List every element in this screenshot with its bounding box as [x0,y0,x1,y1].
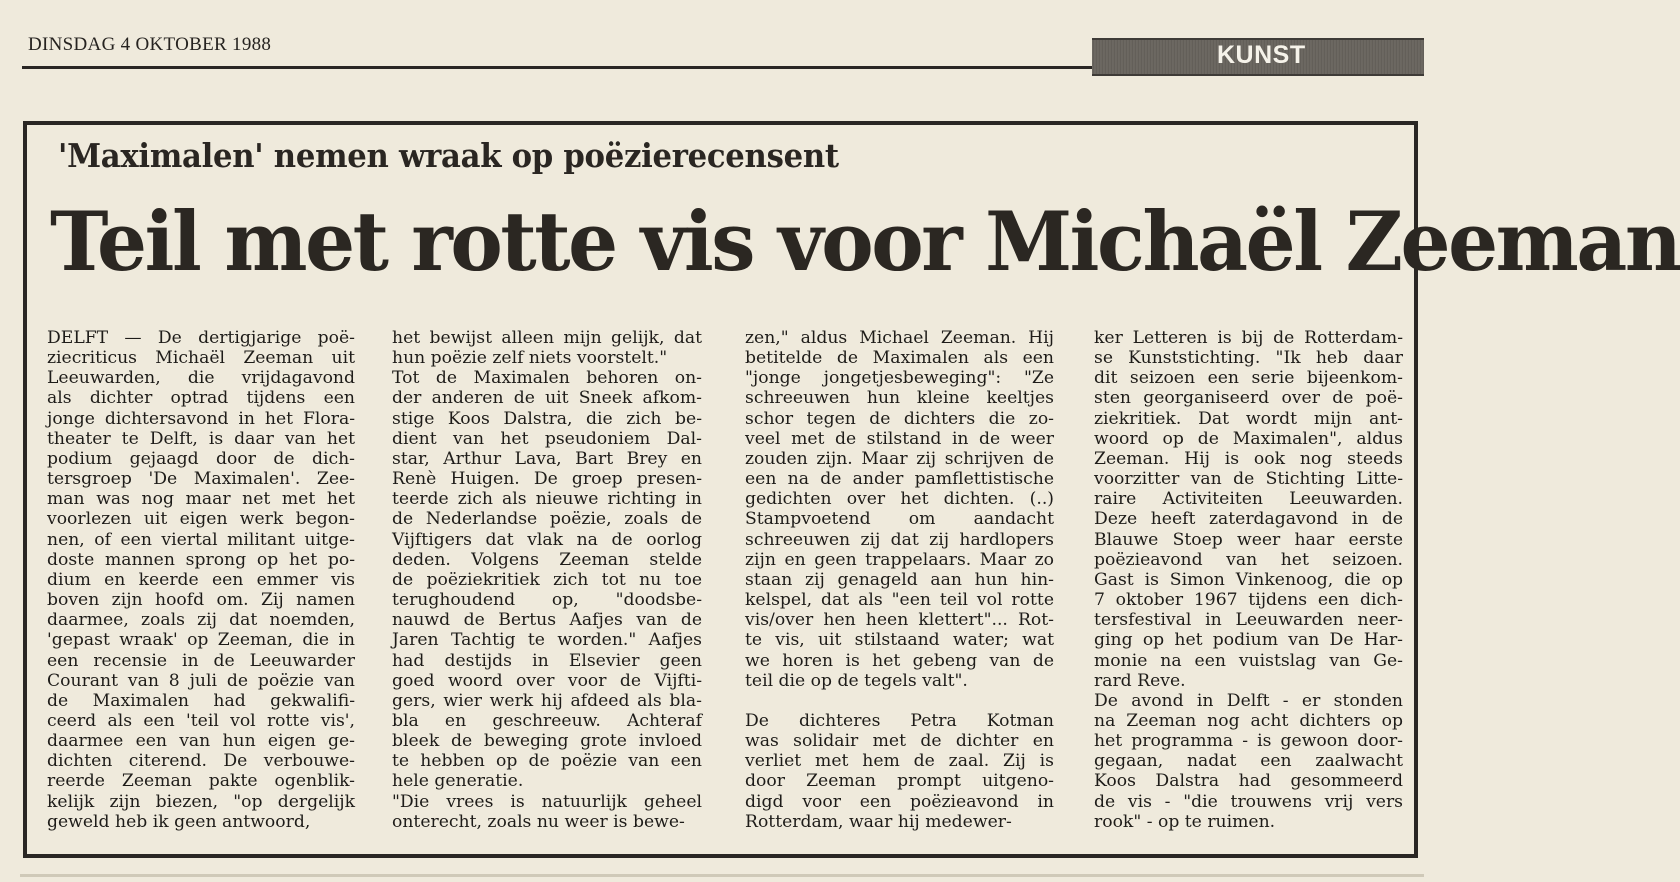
article-line: staan zij genageld aan hun hin- [745,569,1054,590]
article-line: gedichten over het dichten. (..) [745,489,1054,510]
header-rule [22,66,1092,69]
article-line: geweld heb ik geen antwoord, [47,811,311,832]
article-line: schor tegen de dichters die zo- [745,408,1054,429]
article-line: ziecriticus Michaël Zeeman uit [47,348,355,369]
article-line: der anderen de uit Sneek afkom- [392,388,702,409]
article-line: na Zeeman nog acht dichters op [1094,710,1403,731]
article-column-1 [47,328,355,832]
article-line: De dichteres Petra Kotman [745,710,1054,731]
article-line: digd voor een poëzieavond in [745,791,1054,812]
article-line: schreeuwen hun kleine keeltjes [745,388,1054,409]
article-line: Zeeman. Hij is ook nog steeds [1094,448,1403,469]
article-line: kelijk zijn biezen, "op dergelijk [47,791,355,812]
article-line: schreeuwen zij dat zij hardlopers [745,529,1054,550]
article-line: Leeuwarden, die vrijdagavond [47,368,355,389]
article-line: verliet met hem de zaal. Zij is [745,751,1054,772]
article-line: "Die vrees is natuurlijk geheel [392,791,702,812]
article-line: "jonge jongetjesbeweging": "Ze [745,368,1054,389]
article-line: se Kunststichting. "Ik heb daar [1094,348,1403,369]
article-line: hele generatie. [392,771,524,792]
article-line: Blauwe Stoep weer haar eerste [1094,529,1403,550]
article-line: de vis - "die trouwens vrij vers [1094,791,1403,812]
article-line: 7 oktober 1967 tijdens een dich- [1094,590,1403,611]
article-headline: Teil met rotte vis voor Michaël Zeeman [50,195,1680,290]
article-line: stige Koos Dalstra, die zich be- [392,408,702,429]
article-line: had destijds in Elsevier geen [392,650,702,671]
article-line: Jaren Tachtig te worden." Aafjes [392,630,702,651]
article-line: Tot de Maximalen behoren on- [392,368,702,389]
article-line: gers, wier werk hij afdeed als bla- [392,690,702,711]
article-line: het bewijst alleen mijn gelijk, dat [392,328,702,348]
article-line: reerde Zeeman pakte ogenblik- [47,771,355,792]
article-line: deden. Volgens Zeeman stelde [392,549,702,570]
article-kicker: 'Maximalen' nemen wraak op poëzierecensent [58,136,839,175]
article-line: teil die op de tegels valt". [745,670,968,691]
article-line: te hebben op de poëzie van een [392,751,702,772]
article-line: was solidair met de dichter en [745,731,1054,752]
article-line: woord op de Maximalen", aldus [1094,428,1403,449]
article-column-3 [745,328,1054,832]
article-line: gegaan, nadat een zaalwacht [1094,751,1403,772]
article-line: zen," aldus Michael Zeeman. Hij [745,328,1054,348]
article-line: een recensie in de Leeuwarder [47,650,355,671]
article-line: bleek de beweging grote invloed [392,731,702,752]
article-line: ziekritiek. Dat wordt mijn ant- [1094,408,1403,429]
article-line: raire Activiteiten Leeuwarden. [1094,489,1403,510]
article-line: ker Letteren is bij de Rotterdam- [1094,328,1403,348]
article-line: sten georganiseerd over de poë- [1094,388,1403,409]
article-line: Courant van 8 juli de poëzie van [47,670,355,691]
article-line: Vijftigers dat vlak na de oorlog [392,529,702,550]
article-line: monie na een vuistslag van Ge- [1094,650,1403,671]
article-line: een na de ander pamflettistische [745,469,1054,490]
article-line: we horen is het gebeng van de [745,650,1054,671]
article-line: voorzitter van de Stichting Litte- [1094,469,1403,490]
article-line: Deze heeft zaterdagavond in de [1094,509,1403,530]
article-line: Koos Dalstra had gesommeerd [1094,771,1403,792]
article-line: voorlezen uit eigen werk begon- [47,509,355,530]
article-line: het programma - is gewoon door- [1094,731,1403,752]
article-line: vis/over hen heen klettert"... Rot- [745,610,1054,631]
article-line: de Nederlandse poëzie, zoals de [392,509,702,530]
article-line: Gast is Simon Vinkenoog, die op [1094,569,1403,590]
article-line: rard Reve. [1094,670,1186,691]
article-line: de Maximalen had gekwalifi- [47,690,355,711]
bottom-rule [20,874,1424,877]
article-line [745,691,1054,711]
article-line: jonge dichtersavond in het Flora- [47,408,355,429]
article-line: 'gepast wraak' op Zeeman, die in [47,630,355,651]
article-line: ceerd als een 'teil vol rotte vis', [47,710,355,731]
article-line: hun poëzie zelf niets voorstelt." [392,348,668,369]
article-line: podium gejaagd door de dich- [47,448,355,469]
article-line: theater te Delft, is daar van het [47,428,355,449]
article-line: dient van het pseudoniem Dal- [392,428,702,449]
article-line: nen, of een viertal militant uitge- [47,529,355,550]
article-line: De avond in Delft - er stonden [1094,690,1403,711]
article-line: terughoudend op, "doodsbe- [392,590,702,611]
article-line: veel met de stilstand in de weer [745,428,1054,449]
article-line: als dichter optrad tijdens een [47,388,355,409]
article-line: teerde zich als nieuwe richting in [392,489,702,510]
article-line: zouden zijn. Maar zij schrijven de [745,448,1054,469]
article-line: kelspel, dat als "een teil vol rotte [745,590,1054,611]
article-line: ging op het podium van De Har- [1094,630,1403,651]
issue-date: DINSDAG 4 OKTOBER 1988 [28,34,272,55]
article-line: dit seizoen een serie bijeenkom- [1094,368,1403,389]
article-line: Renè Huigen. De groep presen- [392,469,702,490]
article-line: Rotterdam, waar hij medewer- [745,811,1012,832]
article-line: DELFT — De dertigjarige poë- [47,328,355,348]
article-line: daarmee, zoals zij dat noemden, [47,610,355,631]
article-line: onterecht, zoals nu weer is bewe- [392,811,685,832]
article-line: zijn en geen trappelaars. Maar zo [745,549,1054,570]
article-line: bla en geschreeuw. Achteraf [392,710,702,731]
article-line: dichten citerend. De verbouwe- [47,751,355,772]
article-line: tersgroep 'De Maximalen'. Zee- [47,469,355,490]
article-line: star, Arthur Lava, Bart Brey en [392,448,702,469]
article-line: poëzieavond van het seizoen. [1094,549,1403,570]
article-line: te vis, uit stilstaand water; wat [745,630,1054,651]
article-column-2 [392,328,702,832]
article-line: man was nog maar net met het [47,489,355,510]
article-line: daarmee een van hun eigen ge- [47,731,355,752]
article-line: tersfestival in Leeuwarden neer- [1094,610,1403,631]
article-line: boven zijn hoofd om. Zij namen [47,590,355,611]
article-line: betitelde de Maximalen als een [745,348,1054,369]
article-line: de poëziekritiek zich tot nu toe [392,569,702,590]
article-column-4 [1094,328,1403,832]
article-line: rook" - op te ruimen. [1094,811,1276,832]
article-line: nauwd de Bertus Aafjes van de [392,610,702,631]
article-line: doste mannen sprong op het po- [47,549,355,570]
article-line: Stampvoetend om aandacht [745,509,1054,530]
article-line: goed woord over voor de Vijfti- [392,670,702,691]
article-line: door Zeeman prompt uitgeno- [745,771,1054,792]
section-label: KUNST [1217,41,1306,69]
article-line: dium en keerde een emmer vis [47,569,355,590]
